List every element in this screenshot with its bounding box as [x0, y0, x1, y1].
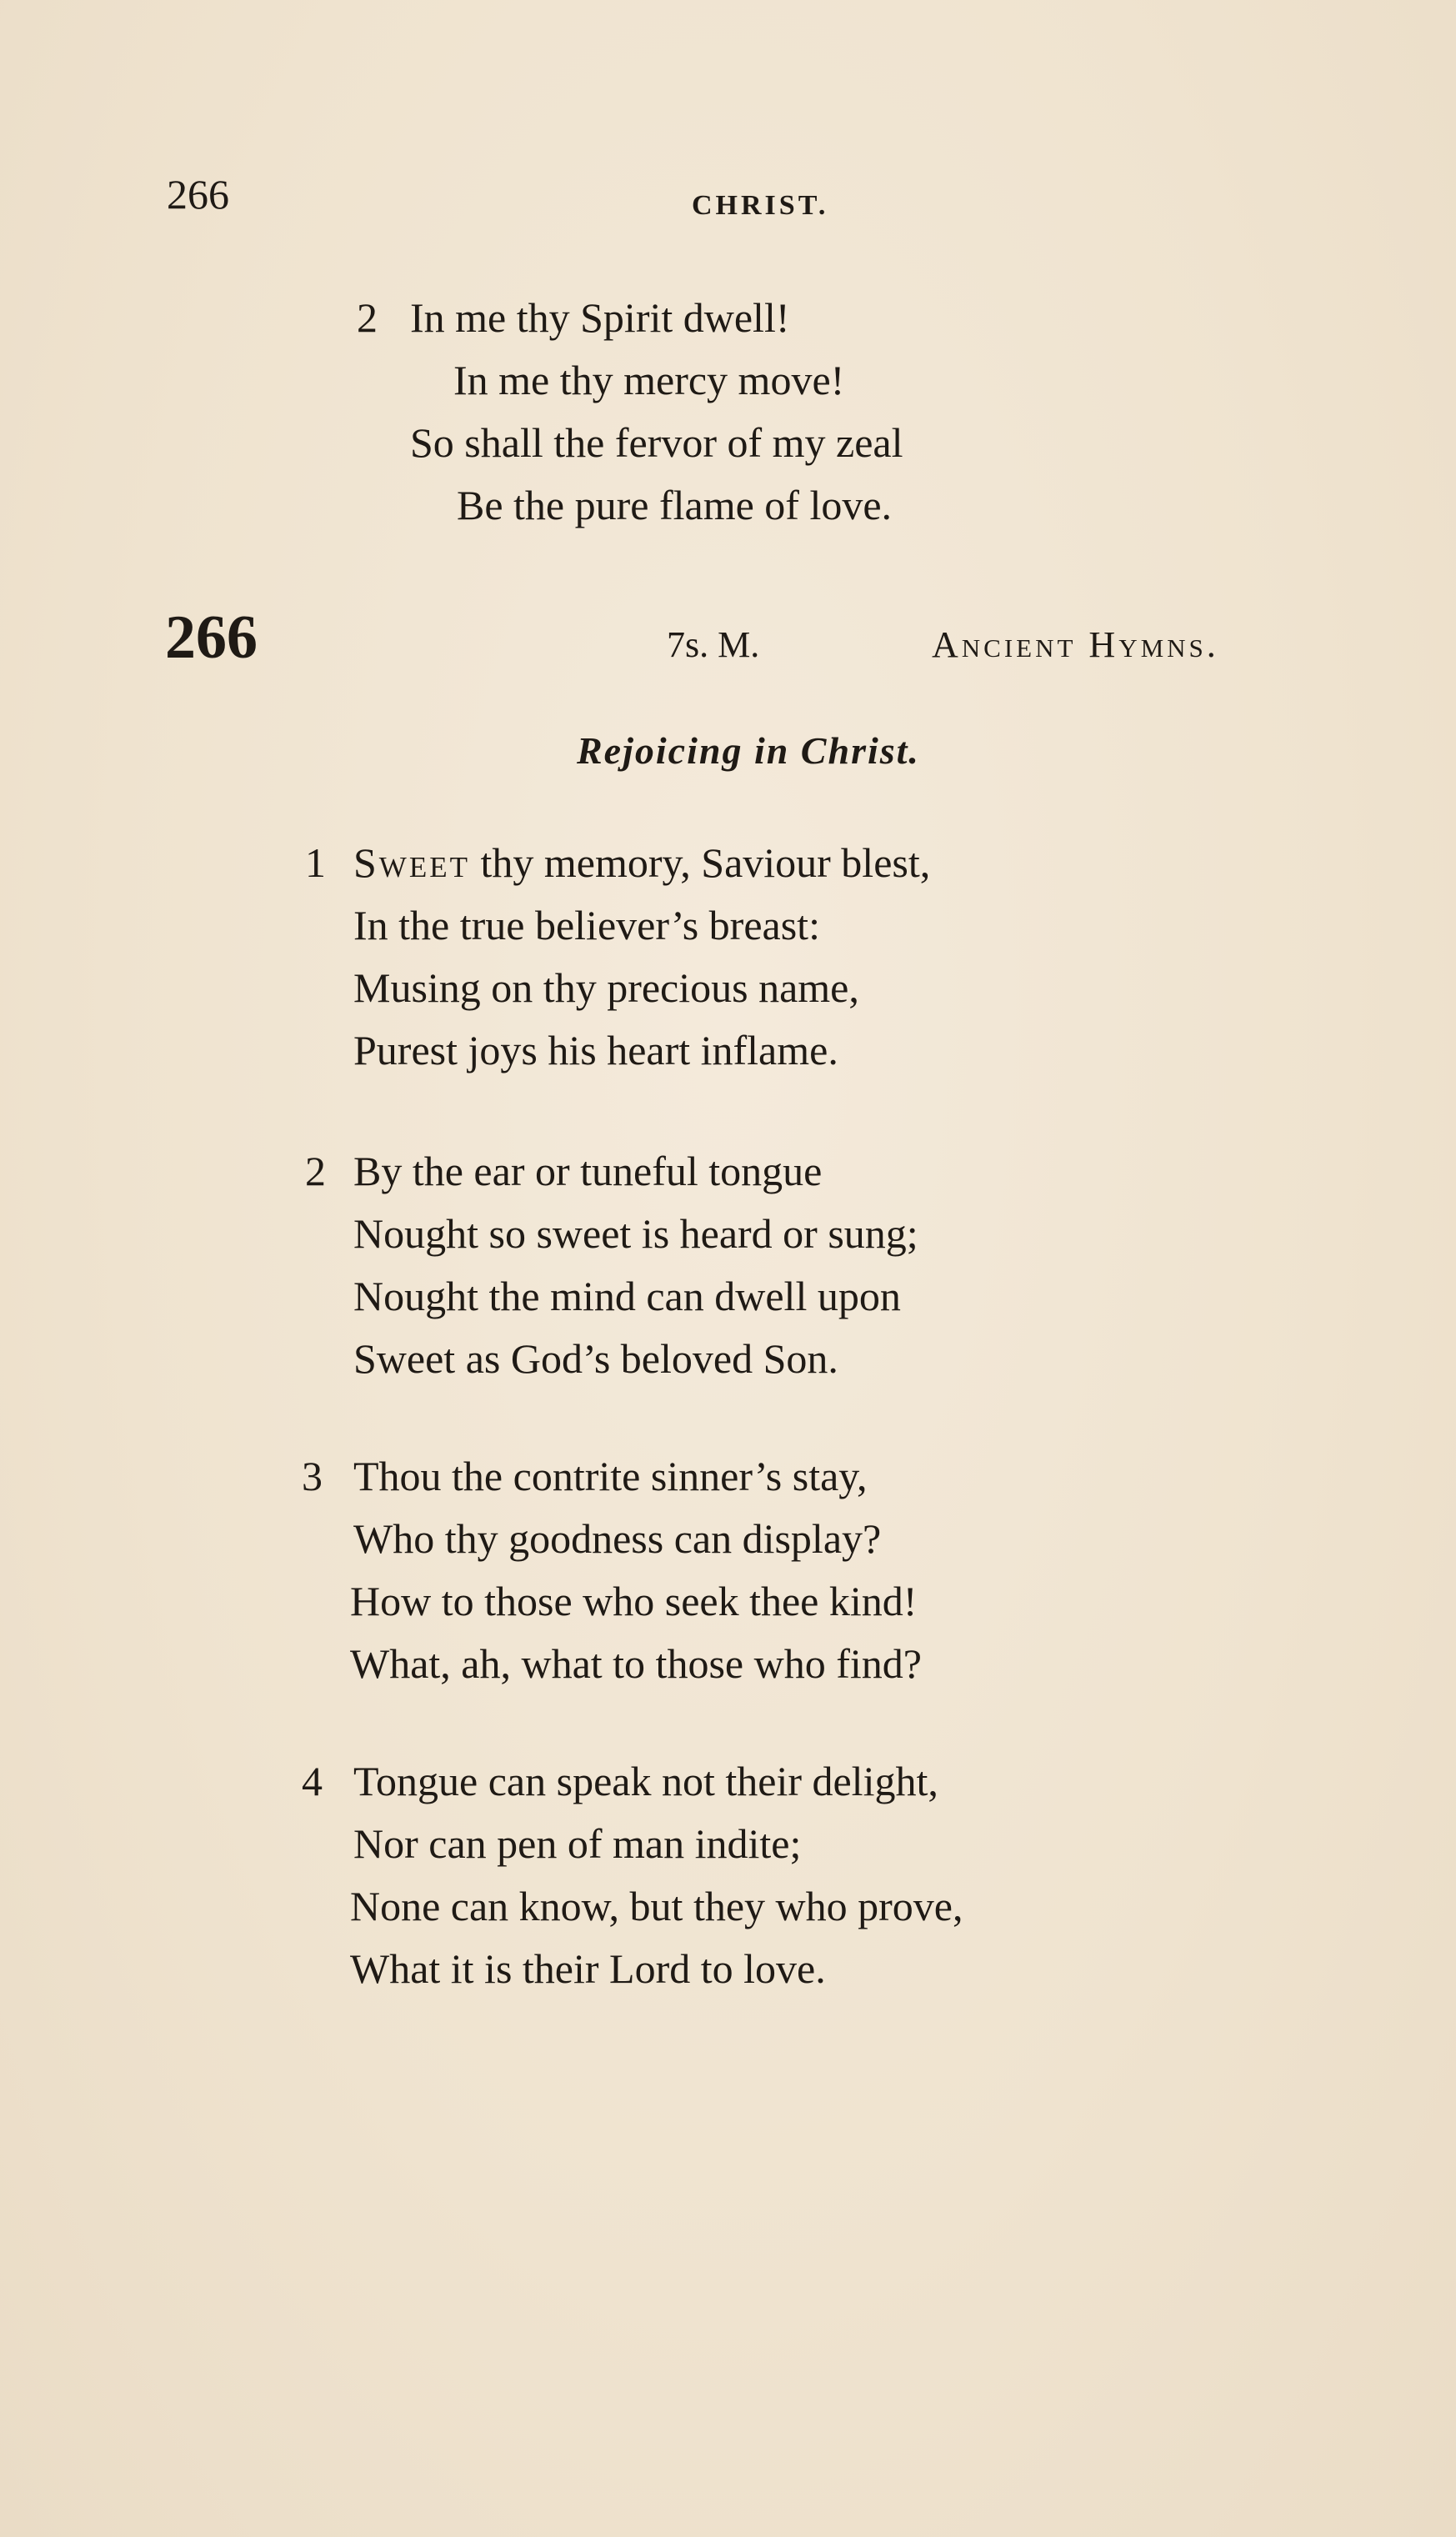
- page-number: 266: [167, 171, 229, 218]
- verse-line: How to those who seek thee kind!: [350, 1578, 918, 1624]
- verse-line: So shall the fervor of my zeal: [410, 419, 903, 466]
- verse-line: Musing on thy precious name,: [353, 964, 859, 1011]
- first-word: Sweet: [353, 839, 470, 886]
- verse-line: In me thy mercy move!: [453, 357, 845, 403]
- running-title: CHRIST.: [692, 190, 829, 221]
- verse-line: Nor can pen of man indite;: [353, 1820, 802, 1867]
- verse-line: None can know, but they who prove,: [350, 1883, 963, 1929]
- verse-line: Nought the mind can dwell upon: [353, 1273, 901, 1319]
- verse-line: Thou the contrite sinner’s stay,: [353, 1453, 868, 1499]
- verse-line: Who thy goodness can display?: [353, 1515, 882, 1562]
- first-line-rest: thy memory, Saviour blest,: [469, 839, 931, 886]
- stanza-number: 3: [302, 1453, 323, 1499]
- hymn-meter: 7s. M.: [667, 624, 760, 665]
- verse-line: Sweet as God’s beloved Son.: [353, 1335, 838, 1382]
- verse-line: What it is their Lord to love.: [350, 1945, 826, 1992]
- verse-line: Purest joys his heart inflame.: [353, 1027, 838, 1073]
- verse-line: What, ah, what to those who find?: [350, 1640, 922, 1687]
- verse-line: By the ear or tuneful tongue: [353, 1148, 823, 1194]
- hymn-number: 266: [165, 603, 258, 672]
- hymn-title: Rejoicing in Christ.: [577, 729, 920, 772]
- hymn-source: Ancient Hymns.: [932, 624, 1219, 665]
- stanza-number: 1: [305, 839, 326, 886]
- stanza-number: 2: [357, 294, 378, 341]
- verse-line: Nought so sweet is heard or sung;: [353, 1210, 918, 1257]
- stanza-number: 2: [305, 1148, 326, 1194]
- verse-line: Tongue can speak not their delight,: [353, 1758, 938, 1804]
- verse-line: [353, 839, 931, 886]
- verse-line: In the true believer’s breast:: [353, 902, 820, 948]
- verse-line: In me thy Spirit dwell!: [410, 294, 790, 341]
- stanza-number: 4: [302, 1758, 323, 1804]
- verse-line: Be the pure flame of love.: [457, 482, 893, 528]
